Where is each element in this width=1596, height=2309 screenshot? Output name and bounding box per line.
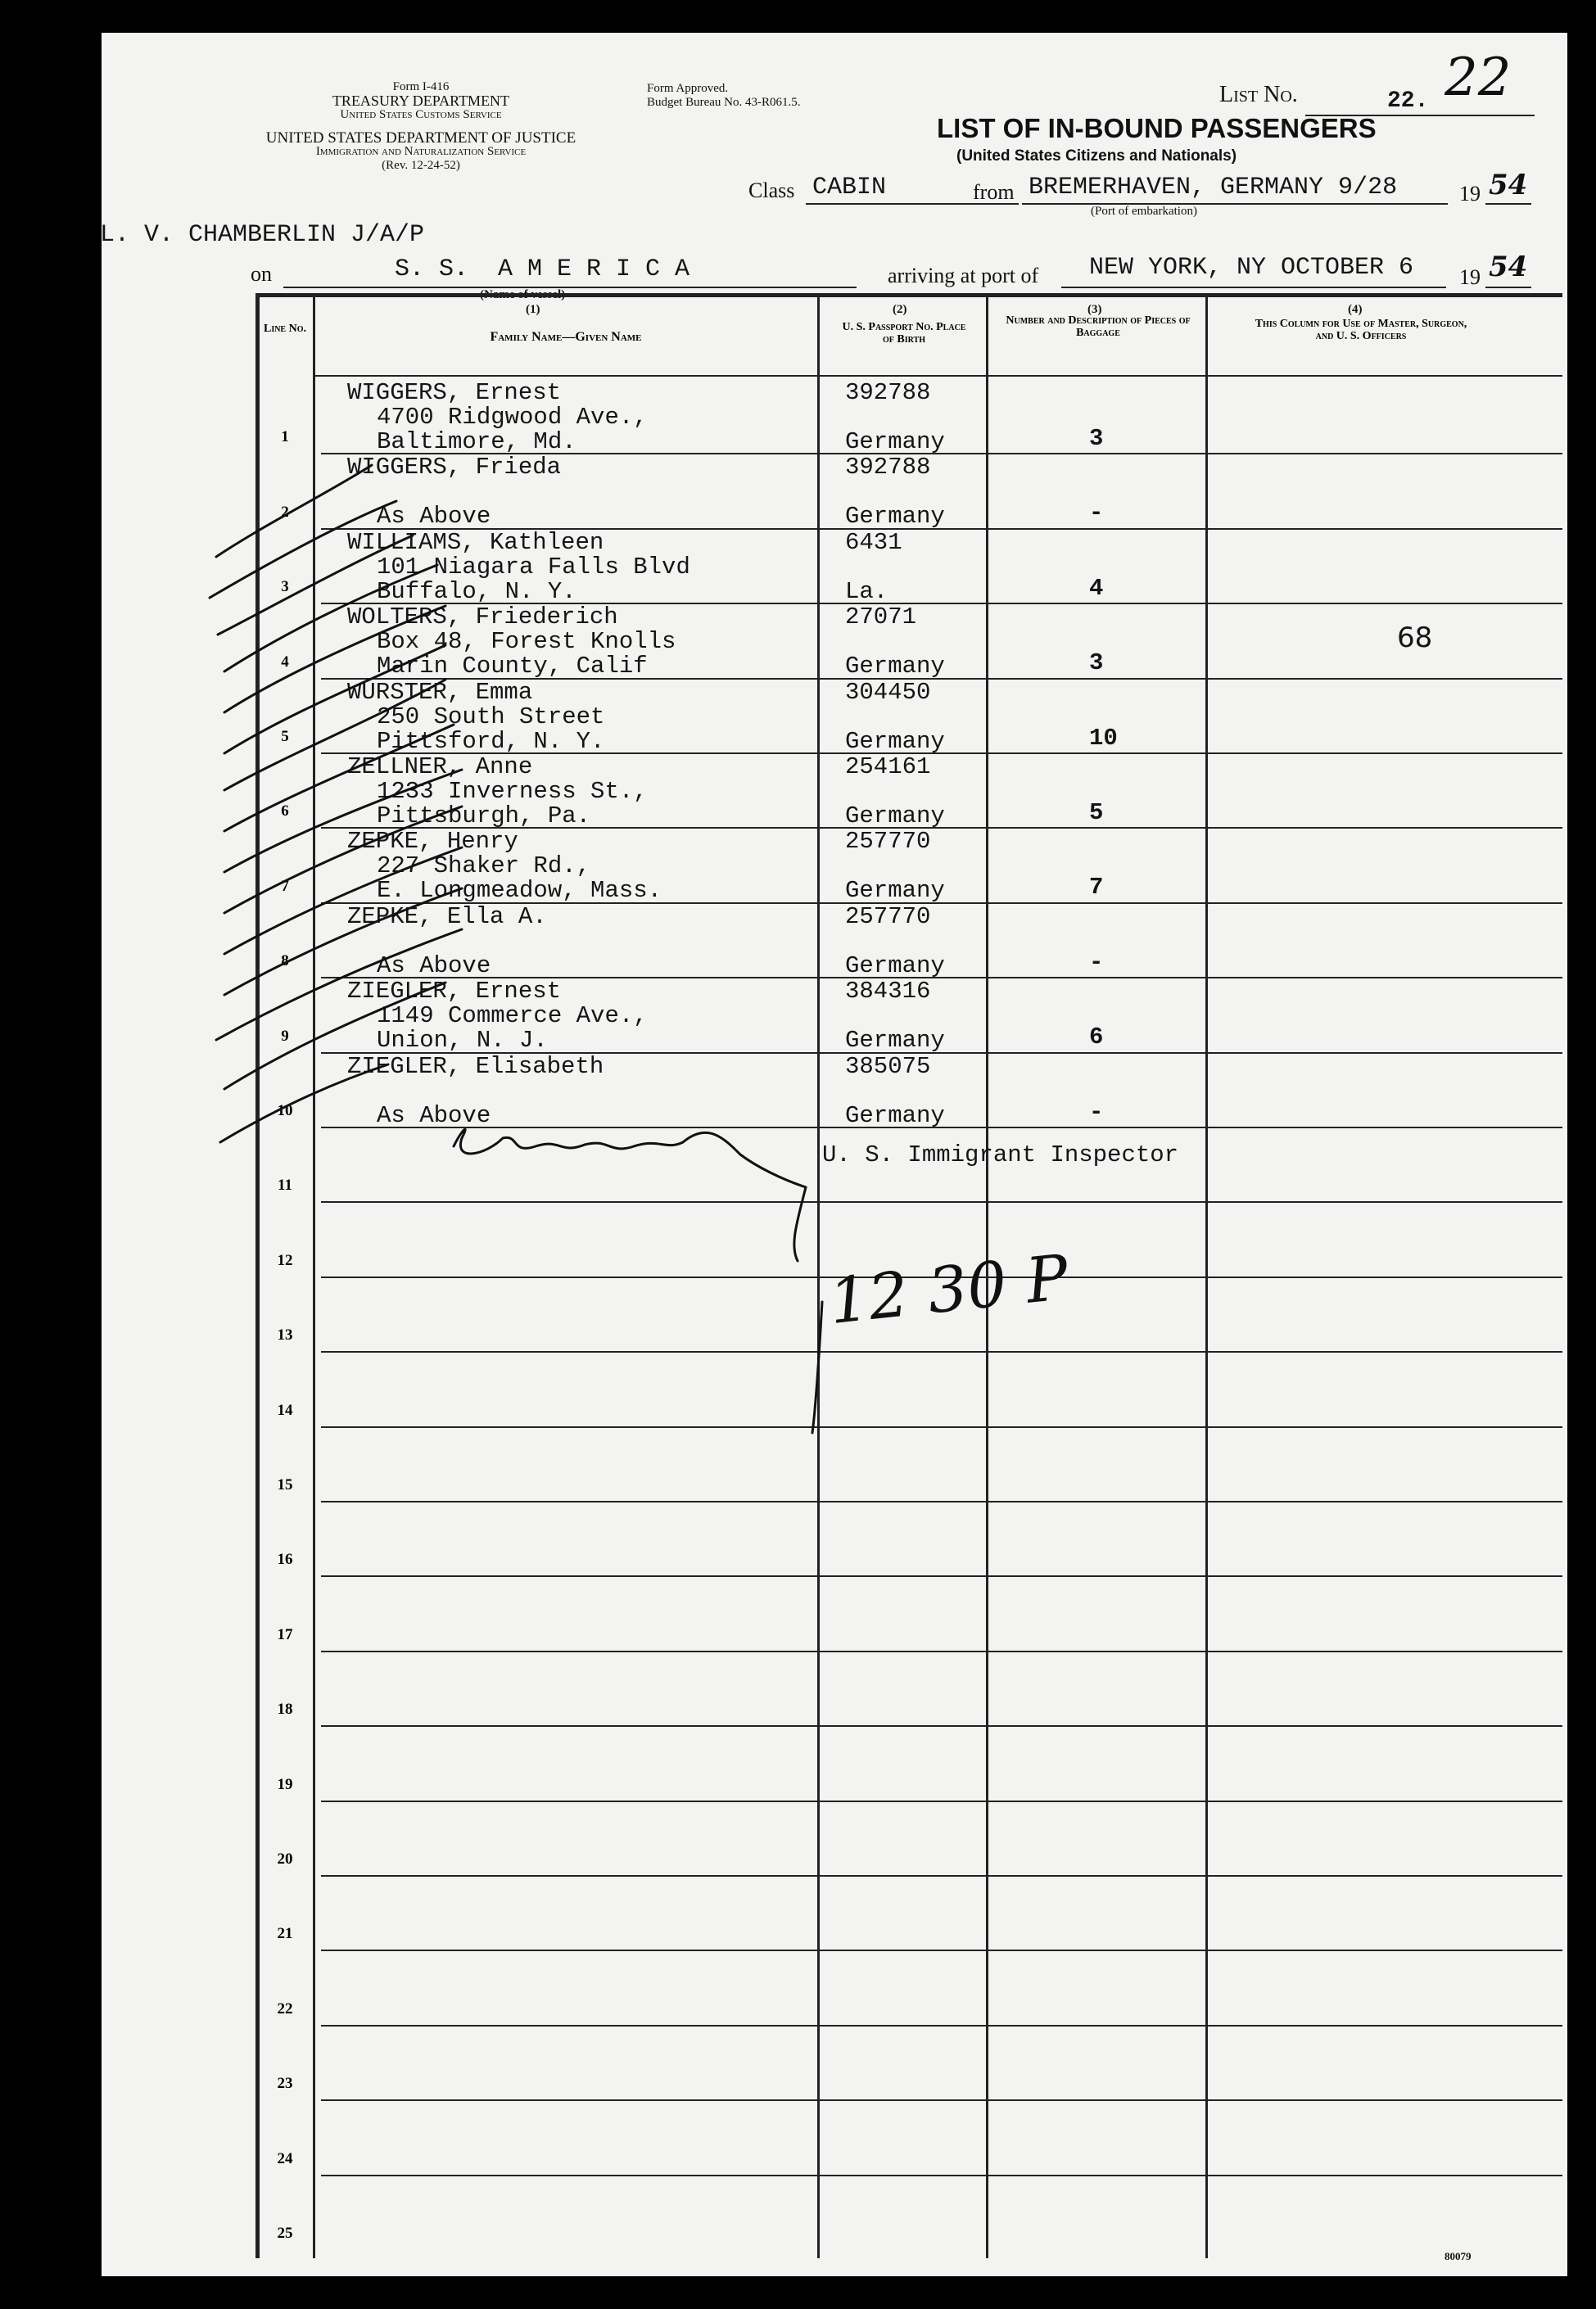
col-marker-1: (1) [526, 303, 540, 316]
line-number: 2 [281, 504, 289, 521]
list-no-label: List No. [1219, 82, 1298, 107]
address-line-1: 227 Shaker Rd., [377, 852, 591, 880]
line-number: 8 [281, 952, 289, 969]
address-line-1: 1233 Inverness St., [377, 778, 648, 805]
passenger-name: WURSTER, Emma [347, 678, 533, 706]
vessel-name: S. S. A M E R I C A [395, 255, 690, 283]
year-prefix-1: 19 [1459, 182, 1481, 206]
line-number: 23 [277, 2075, 293, 2092]
address-line-1: 250 South Street [377, 703, 605, 730]
list-no-handwritten: 22 [1445, 47, 1512, 108]
passport-number: 257770 [845, 828, 931, 856]
baggage-count: 4 [1089, 574, 1104, 602]
port-embark-caption: (Port of embarkation) [1091, 205, 1197, 218]
baggage-count: - [1089, 948, 1104, 976]
preparer-name: L. V. CHAMBERLIN J/A/P [100, 221, 425, 249]
treasury-dept: TREASURY DEPARTMENT [332, 93, 510, 109]
line-number: 18 [277, 1701, 293, 1718]
baggage-count: 5 [1089, 799, 1104, 826]
class-label: Class [748, 178, 795, 202]
place-of-birth: Germany [845, 951, 945, 979]
col-marker-3: (3) [1087, 303, 1102, 316]
year-suffix-2: 54 [1489, 251, 1528, 283]
header-passport: U. S. Passport No. Place of Birth [842, 321, 966, 346]
arriving-label: arriving at port of [888, 264, 1039, 287]
line-number: 25 [277, 2225, 293, 2242]
address-line-2: Baltimore, Md. [377, 428, 576, 455]
line-number: 22 [277, 2000, 293, 2018]
header-line-no: Line No. [263, 323, 306, 335]
class-value: CABIN [812, 174, 887, 201]
place-of-birth: Germany [845, 1101, 945, 1129]
passport-number: 384316 [845, 978, 931, 1005]
place-of-birth: Germany [845, 727, 945, 755]
on-label: on [251, 262, 272, 286]
year-suffix-1: 54 [1489, 169, 1528, 201]
immigration-service: Immigration and Naturalization Service [315, 145, 527, 158]
arriving-value: NEW YORK, NY OCTOBER 6 [1089, 254, 1414, 282]
officer-note: 68 [1397, 621, 1433, 655]
page-title: LIST OF IN-BOUND PASSENGERS [937, 113, 1377, 143]
line-number: 24 [277, 2150, 293, 2167]
line-number: 17 [277, 1626, 293, 1643]
page-subtitle: (United States Citizens and Nationals) [956, 147, 1237, 165]
form-revision: (Rev. 12-24-52) [382, 159, 460, 172]
address-line-2: Union, N. J. [377, 1027, 548, 1055]
line-number: 10 [277, 1102, 293, 1119]
line-number: 19 [277, 1776, 293, 1793]
address-line-2: As Above [377, 1101, 491, 1129]
line-number: 15 [277, 1476, 293, 1493]
baggage-count: 3 [1089, 425, 1104, 452]
passport-number: 27071 [845, 603, 917, 631]
header-baggage: Number and Description of Pieces of Baggage [1006, 314, 1191, 339]
line-number: 14 [277, 1402, 293, 1419]
passport-number: 392788 [845, 454, 931, 481]
passenger-name: WIGGERS, Frieda [347, 454, 562, 481]
baggage-count: - [1089, 499, 1104, 527]
line-number: 21 [277, 1925, 293, 1942]
line-number: 3 [281, 578, 289, 595]
inspector-label: U. S. Immigrant Inspector [822, 1141, 1179, 1168]
col-marker-4: (4) [1348, 303, 1363, 316]
address-line-2: Pittsford, N. Y. [377, 727, 605, 755]
passenger-name: WILLIAMS, Kathleen [347, 528, 604, 556]
budget-bureau: Budget Bureau No. 43-R061.5. [647, 96, 801, 109]
passport-number: 254161 [845, 753, 931, 780]
line-number: 5 [281, 728, 289, 745]
address-line-2: As Above [377, 951, 491, 979]
place-of-birth: Germany [845, 653, 945, 680]
address-line-2: E. Longmeadow, Mass. [377, 877, 662, 905]
line-number: 9 [281, 1028, 289, 1045]
passport-number: 257770 [845, 902, 931, 930]
line-number: 6 [281, 802, 289, 820]
address-line-2: Buffalo, N. Y. [377, 577, 576, 605]
baggage-count: 10 [1089, 724, 1118, 752]
footer-code: 80079 [1445, 2250, 1472, 2262]
justice-dept: UNITED STATES DEPARTMENT OF JUSTICE [265, 129, 576, 147]
passenger-name: ZIEGLER, Elisabeth [347, 1052, 604, 1080]
passenger-name: ZELLNER, Anne [347, 753, 533, 780]
address-line-1: Box 48, Forest Knolls [377, 628, 676, 656]
place-of-birth: Germany [845, 877, 945, 905]
list-no-typed: 22. [1387, 88, 1429, 114]
form-approved: Form Approved. [647, 82, 729, 95]
address-line-1: 1149 Commerce Ave., [377, 1002, 648, 1030]
line-number: 16 [277, 1551, 293, 1568]
place-of-birth: Germany [845, 503, 945, 531]
baggage-count: 6 [1089, 1023, 1104, 1051]
line-number: 20 [277, 1850, 293, 1868]
line-number: 7 [281, 878, 289, 895]
address-line-2: Pittsburgh, Pa. [377, 802, 591, 829]
place-of-birth: La. [845, 577, 888, 605]
line-number: 12 [277, 1252, 293, 1269]
baggage-count: 7 [1089, 874, 1104, 901]
passport-number: 392788 [845, 379, 931, 406]
passenger-name: ZIEGLER, Ernest [347, 978, 562, 1005]
passenger-name: ZEPKE, Henry [347, 828, 518, 856]
baggage-count: 3 [1089, 649, 1104, 677]
line-number: 13 [277, 1326, 293, 1344]
place-of-birth: Germany [845, 428, 945, 455]
header-officers: This Column for Use of Master, Surgeon, and U. S. Officers [1255, 318, 1467, 342]
passport-number: 6431 [845, 528, 902, 556]
line-number: 4 [281, 653, 289, 671]
col-marker-2: (2) [893, 303, 907, 316]
line-number: 1 [281, 428, 289, 445]
address-line-2: As Above [377, 503, 491, 531]
address-line-1: 4700 Ridgwood Ave., [377, 404, 648, 431]
passenger-name: WOLTERS, Friederich [347, 603, 618, 631]
header-name: Family Name—Given Name [490, 330, 642, 344]
place-of-birth: Germany [845, 1027, 945, 1055]
line-number: 11 [278, 1177, 292, 1194]
place-of-birth: Germany [845, 802, 945, 829]
from-label: from [973, 180, 1015, 204]
address-line-2: Marin County, Calif [377, 653, 648, 680]
address-line-1: 101 Niagara Falls Blvd [377, 553, 690, 581]
customs-service: United States Customs Service [340, 108, 502, 121]
handwriting-overlay [102, 33, 1567, 2276]
passenger-name: ZEPKE, Ella A. [347, 902, 547, 930]
passport-number: 385075 [845, 1052, 931, 1080]
manifest-page [102, 33, 1567, 2276]
year-prefix-2: 19 [1459, 265, 1481, 289]
from-value: BREMERHAVEN, GERMANY 9/28 [1029, 174, 1398, 201]
form-number: Form I-416 [392, 80, 450, 93]
baggage-count: - [1089, 1098, 1104, 1126]
handwritten-time: 12 30 P [825, 1240, 1072, 1339]
passport-number: 304450 [845, 678, 931, 706]
passenger-name: WIGGERS, Ernest [347, 379, 562, 406]
